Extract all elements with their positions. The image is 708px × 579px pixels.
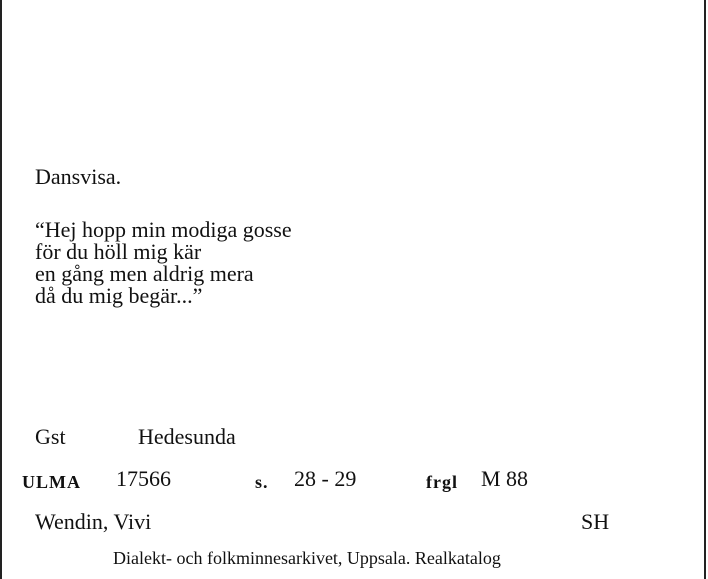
page-label: s. xyxy=(255,472,269,492)
frgl-value: M 88 xyxy=(481,466,529,491)
gst-label: Gst xyxy=(35,424,66,449)
archive-footer: Dialekt- och folkminnesarkivet, Uppsala. Realkatalog xyxy=(113,548,501,568)
place-name: Hedesunda xyxy=(138,424,236,449)
verse-line: “Hej hopp min modiga gosse xyxy=(35,217,292,242)
verse-text xyxy=(35,219,292,307)
frgl-label: frgl xyxy=(426,472,458,492)
recorder-initials: SH xyxy=(581,509,610,534)
page-range: 28 - 29 xyxy=(294,466,357,491)
verse-line: då du mig begär...” xyxy=(35,283,203,308)
informant-name: Wendin, Vivi xyxy=(35,509,152,534)
verse-line: en gång men aldrig mera xyxy=(35,261,254,286)
card-title: Dansvisa. xyxy=(35,164,122,189)
ulma-label: ULMA xyxy=(22,472,81,492)
card-left-border xyxy=(0,0,2,579)
verse-line: för du höll mig kär xyxy=(35,239,202,264)
card-right-border xyxy=(704,0,706,579)
ulma-number: 17566 xyxy=(116,466,171,491)
